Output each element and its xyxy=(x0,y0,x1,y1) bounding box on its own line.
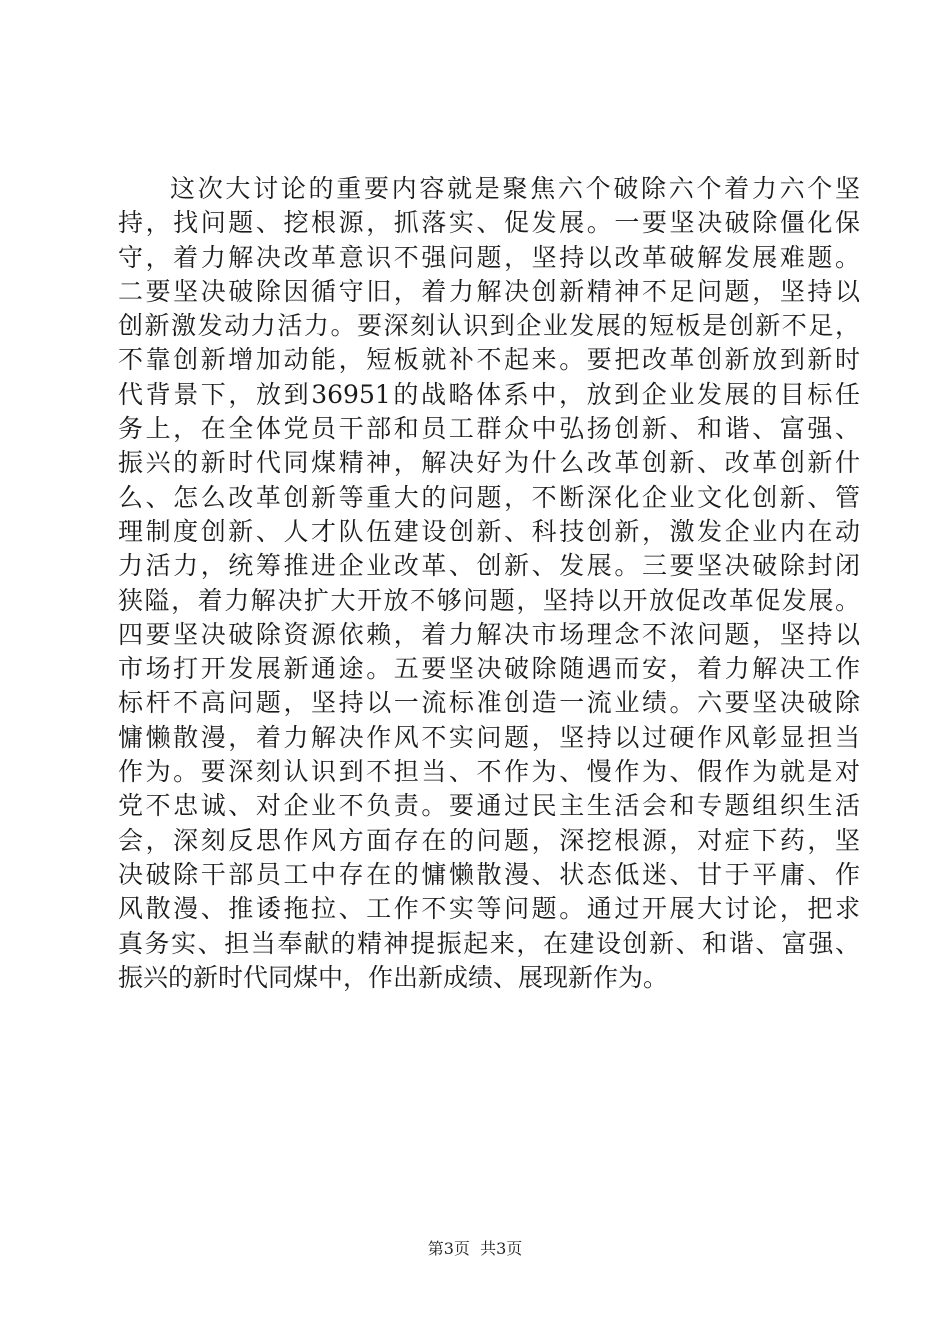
paragraph-line: 标杆不高问题，坚持以一流标准创造一流业绩。六要坚决破除 xyxy=(118,688,860,718)
paragraph-line: 创新激发动力活力。要深刻认识到企业发展的短板是创新不足， xyxy=(118,311,860,341)
paragraph-line: 守，着力解决改革意识不强问题，坚持以改革破解发展难题。 xyxy=(118,242,860,272)
paragraph-line: 慵懒散漫，着力解决作风不实问题，坚持以过硬作风彰显担当 xyxy=(118,722,860,752)
paragraph-line: 持，找问题、挖根源，抓落实、促发展。一要坚决破除僵化保 xyxy=(118,208,860,238)
paragraph-line: 市场打开发展新通途。五要坚决破除随遇而安，着力解决工作 xyxy=(118,654,860,684)
paragraph-line: 振兴的新时代同煤中，作出新成绩、展现新作为。 xyxy=(118,962,669,992)
paragraph-line: 狭隘，着力解决扩大开放不够问题，坚持以开放促改革促发展。 xyxy=(118,585,860,615)
paragraph-line: 这次大讨论的重要内容就是聚焦六个破除六个着力六个坚 xyxy=(170,174,860,203)
paragraph-line: 作为。要深刻认识到不担当、不作为、慢作为、假作为就是对 xyxy=(118,757,860,787)
paragraph-line: 会，深刻反思作风方面存在的问题，深挖根源，对症下药，坚 xyxy=(118,825,860,855)
paragraph-line: 风散漫、推诿拖拉、工作不实等问题。通过开展大讨论，把求 xyxy=(118,894,860,924)
paragraph-line: 二要坚决破除因循守旧，着力解决创新精神不足问题，坚持以 xyxy=(118,276,860,306)
paragraph-line: 振兴的新时代同煤精神，解决好为什么改革创新、改革创新什 xyxy=(118,448,860,478)
paragraph-line: 务上，在全体党员干部和员工群众中弘扬创新、和谐、富强、 xyxy=(118,414,860,444)
paragraph-line: 党不忠诚、对企业不负责。要通过民主生活会和专题组织生活 xyxy=(118,791,860,821)
paragraph-line: 代背景下，放到36951的战略体系中，放到企业发展的目标任 xyxy=(118,379,860,409)
paragraph-line: 么、怎么改革创新等重大的问题，不断深化企业文化创新、管 xyxy=(118,482,860,512)
body-paragraph xyxy=(118,172,860,995)
paragraph-line: 不靠创新增加动能，短板就补不起来。要把改革创新放到新时 xyxy=(118,345,860,375)
paragraph-line: 四要坚决破除资源依赖，着力解决市场理念不浓问题，坚持以 xyxy=(118,619,860,649)
paragraph-line: 决破除干部员工中存在的慵懒散漫、状态低迷、甘于平庸、作 xyxy=(118,859,860,889)
page-number-footer: 第3页 共3页 xyxy=(427,1239,523,1258)
paragraph-line: 真务实、担当奉献的精神提振起来，在建设创新、和谐、富强、 xyxy=(118,928,860,958)
paragraph-line: 理制度创新、人才队伍建设创新、科技创新，激发企业内在动 xyxy=(118,516,860,546)
paragraph-line: 力活力，统筹推进企业改革、创新、发展。三要坚决破除封闭 xyxy=(118,551,860,581)
